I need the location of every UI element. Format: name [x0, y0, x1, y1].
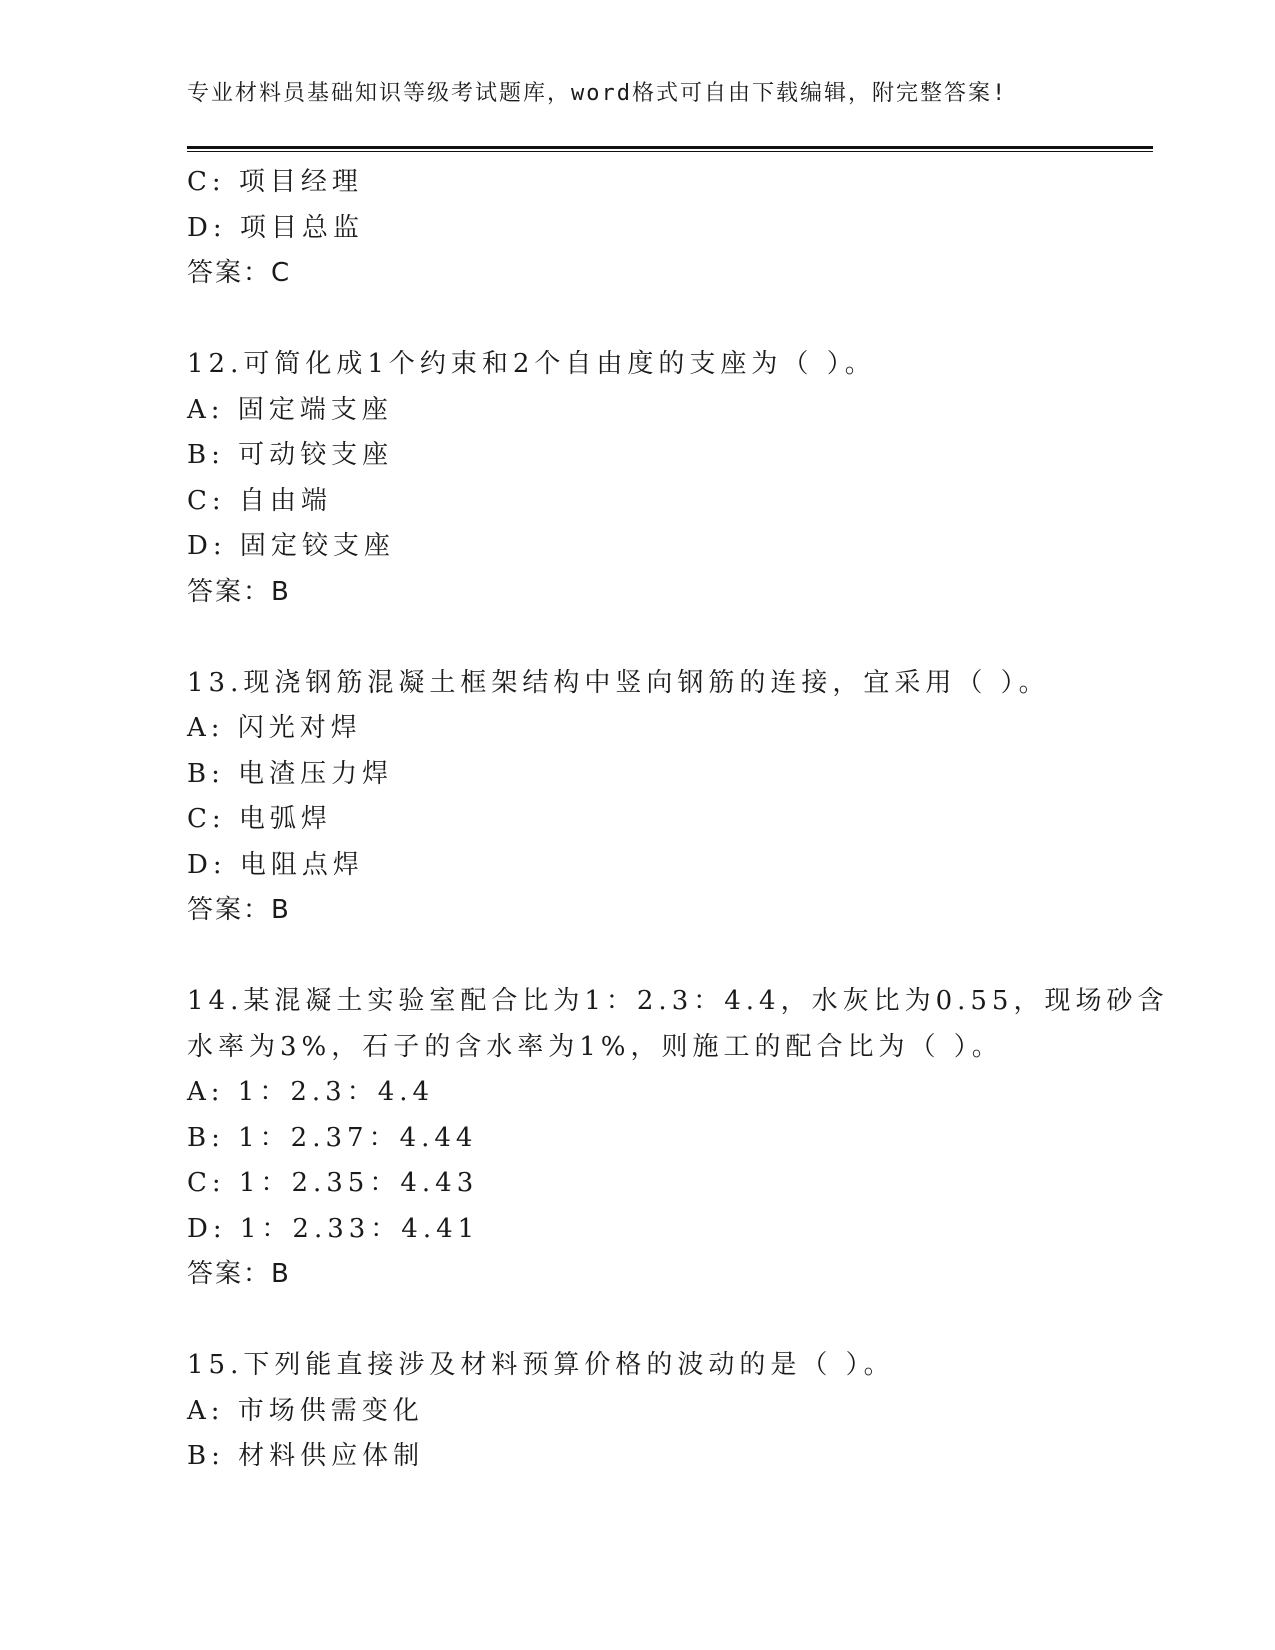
spacer: [187, 934, 1087, 980]
option-c: C: 项目经理: [187, 167, 363, 197]
option-d: D: 1：2.33：4.41: [187, 1213, 480, 1244]
option-d: D: 项目总监: [187, 212, 364, 243]
question-stem-12: 12.可简化成1个约束和2个自由度的支座为（ ）。: [187, 349, 876, 379]
option-a: A: 1：2.3：4.4: [187, 1077, 435, 1107]
answer-line: 答案：B: [187, 576, 291, 607]
option-b: B: 可动铰支座: [187, 440, 394, 470]
header-rule-thick: [187, 146, 1153, 149]
option-c: C: 1：2.35：4.43: [187, 1168, 479, 1198]
spacer: [187, 615, 1087, 661]
option-a: A: 闪光对焊: [187, 713, 362, 743]
answer-line: 答案：B: [187, 1259, 291, 1289]
option-c: C: 电弧焊: [187, 804, 332, 834]
question-stem-13: 13.现浇钢筋混凝土框架结构中竖向钢筋的连接，宜采用（ ）。: [187, 667, 1050, 698]
option-a: A: 市场供需变化: [187, 1395, 424, 1426]
option-a: A: 固定端支座: [187, 394, 393, 425]
question-stem-14-line1: 14.某混凝土实验室配合比为1：2.3：4.4，水灰比为0.55，现场砂含: [187, 986, 1169, 1016]
question-stem-14-line2: 水率为3%，石子的含水率为1%，则施工的配合比为（ ）。: [187, 1031, 1003, 1062]
header-rule-thin: [187, 151, 1153, 152]
option-b: B: 1：2.37：4.44: [187, 1122, 478, 1153]
answer-line: 答案：B: [187, 895, 291, 925]
option-b: B: 电渣压力焊: [187, 758, 394, 789]
option-b: B: 材料供应体制: [187, 1441, 425, 1471]
question-stem-15: 15.下列能直接涉及材料预算价格的波动的是（ ）。: [187, 1350, 895, 1380]
option-c: C: 自由端: [187, 485, 332, 516]
question-content: [187, 160, 1169, 1480]
spacer: [187, 1298, 1087, 1344]
spacer: [187, 297, 1087, 343]
answer-line: 答案：C: [187, 258, 292, 288]
option-d: D: 电阻点焊: [187, 849, 364, 880]
option-d: D: 固定铰支座: [187, 531, 395, 561]
page-header: 专业材料员基础知识等级考试题库，word格式可自由下载编辑，附完整答案!: [187, 81, 1008, 106]
